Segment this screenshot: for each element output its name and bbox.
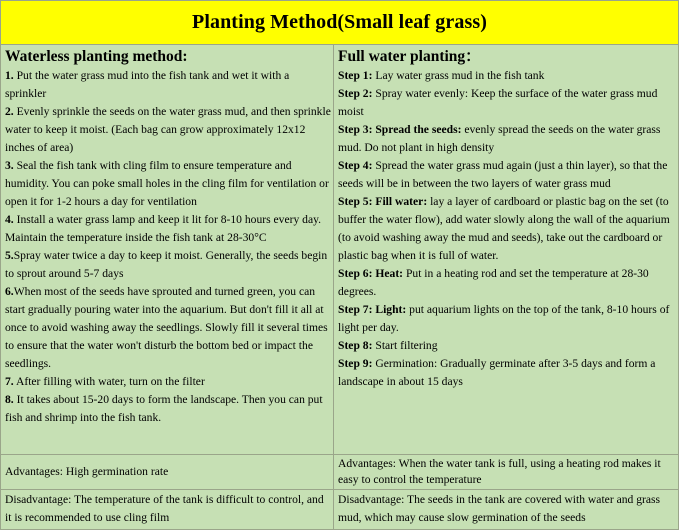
step-text: Lay water grass mud in the fish tank xyxy=(372,69,545,82)
step-text: Install a water grass lamp and keep it lit for 8-10 hours every day. Maintain the temperature inside the fish tank at 28-30°C xyxy=(5,213,322,244)
waterless-step xyxy=(5,211,333,247)
full-water-step xyxy=(338,67,672,85)
step-number: Step 6: Heat: xyxy=(338,267,404,280)
step-number: 7. xyxy=(5,375,14,388)
step-text: After filling with water, turn on the filter xyxy=(13,375,205,388)
step-number: Step 4: xyxy=(338,159,373,172)
step-text: Spray water evenly: Keep the surface of the water grass mud moist xyxy=(338,87,658,118)
step-text: evenly spread the seeds on the water grass mud. Do not plant in high density xyxy=(338,123,661,154)
step-text: put aquarium lights on the top of the tank, 8-10 hours of light per day. xyxy=(338,303,670,334)
step-number: 3. xyxy=(5,159,14,172)
waterless-advantages-text: Advantages: High germination rate xyxy=(5,465,169,478)
step-number: 5. xyxy=(5,249,14,262)
step-number: Step 9: xyxy=(338,357,373,370)
step-number: 4. xyxy=(5,213,14,226)
step-text: When most of the seeds have sprouted and turned green, you can start gradually pouring water into the aquarium. But don't fill it all at once to avoid washing away the seedlings. Slowly fill it several times to ensure that the water won't disturb the bottom bed or impact the seedlings. xyxy=(5,285,328,370)
full-water-step xyxy=(338,121,672,157)
step-text: Spray water twice a day to keep it moist. Generally, the seeds begin to sprout around 5-7 days xyxy=(5,249,328,280)
step-text: Evenly sprinkle the seeds on the water grass mud, and then sprinkle water to keep it moist. (Each bag can grow approximately 12x12 inches of area) xyxy=(5,105,331,154)
full-water-step xyxy=(338,157,672,193)
full-water-step xyxy=(338,337,672,355)
step-number: Step 7: Light: xyxy=(338,303,407,316)
step-number: Step 8: xyxy=(338,339,373,352)
waterless-disadvantage-text: Disadvantage: The temperature of the tank is difficult to control, and it is recommended to use cling film xyxy=(5,493,324,524)
full-water-advantages-text: Advantages: When the water tank is full, using a heating rod makes it easy to control the temperature xyxy=(338,457,661,486)
full-water-step xyxy=(338,355,672,391)
step-number: 1. xyxy=(5,69,14,82)
waterless-step xyxy=(5,283,333,373)
step-text: It takes about 15-20 days to form the landscape. Then you can put fish and shrimp into the fish tank. xyxy=(5,393,323,424)
step-number: 8. xyxy=(5,393,14,406)
step-text: lay a layer of cardboard or plastic bag on the set (to buffer the water flow), add water slowly along the wall of the aquarium (to avoid washing away the mud and seeds), take out the cardboard or plastic bag when it is full of water. xyxy=(338,195,670,262)
full-water-steps-list xyxy=(338,67,672,391)
full-water-advantages-cell xyxy=(334,455,678,490)
step-number: 2. xyxy=(5,105,14,118)
waterless-step xyxy=(5,67,333,103)
full-water-step xyxy=(338,265,672,301)
step-text: Start filtering xyxy=(372,339,438,352)
full-water-disadvantage-text: Disadvantage: The seeds in the tank are covered with water and grass mud, which may cause slow germination of the seeds xyxy=(338,493,661,524)
step-text: Spread the water grass mud again (just a thin layer), so that the seeds will be in between the two layers of water grass mud xyxy=(338,159,668,190)
step-number: Step 5: Fill water: xyxy=(338,195,428,208)
waterless-method-heading: Waterless planting method: xyxy=(5,48,188,65)
waterless-method-cell xyxy=(1,45,334,455)
step-number: Step 3: Spread the seeds: xyxy=(338,123,462,136)
waterless-step xyxy=(5,391,333,427)
step-number: 6. xyxy=(5,285,14,298)
step-number: Step 2: xyxy=(338,87,373,100)
step-text: Put in a heating rod and set the temperature at 28-30 degrees. xyxy=(338,267,649,298)
full-water-step xyxy=(338,301,672,337)
waterless-steps-list xyxy=(5,67,333,427)
step-text: Put the water grass mud into the fish tank and wet it with a sprinkler xyxy=(5,69,290,100)
full-water-heading: Full water planting： xyxy=(338,48,481,65)
full-water-step xyxy=(338,85,672,121)
full-water-step xyxy=(338,193,672,265)
waterless-advantages-cell xyxy=(1,455,334,490)
content-grid xyxy=(1,45,678,529)
page-title: Planting Method(Small leaf grass) xyxy=(192,11,487,33)
title-row xyxy=(1,1,678,45)
waterless-step xyxy=(5,157,333,211)
step-number: Step 1: xyxy=(338,69,373,82)
step-text: Seal the fish tank with cling film to ensure temperature and humidity. You can poke small holes in the cling film for ventilation or open it for 1-2 hours a day for ventilation xyxy=(5,159,329,208)
full-water-disadvantage-cell xyxy=(334,490,678,529)
waterless-step xyxy=(5,103,333,157)
full-water-method-cell xyxy=(334,45,678,455)
waterless-step xyxy=(5,247,333,283)
waterless-step xyxy=(5,373,333,391)
waterless-disadvantage-cell xyxy=(1,490,334,529)
step-text: Germination: Gradually germinate after 3-5 days and form a landscape in about 15 days xyxy=(338,357,656,388)
